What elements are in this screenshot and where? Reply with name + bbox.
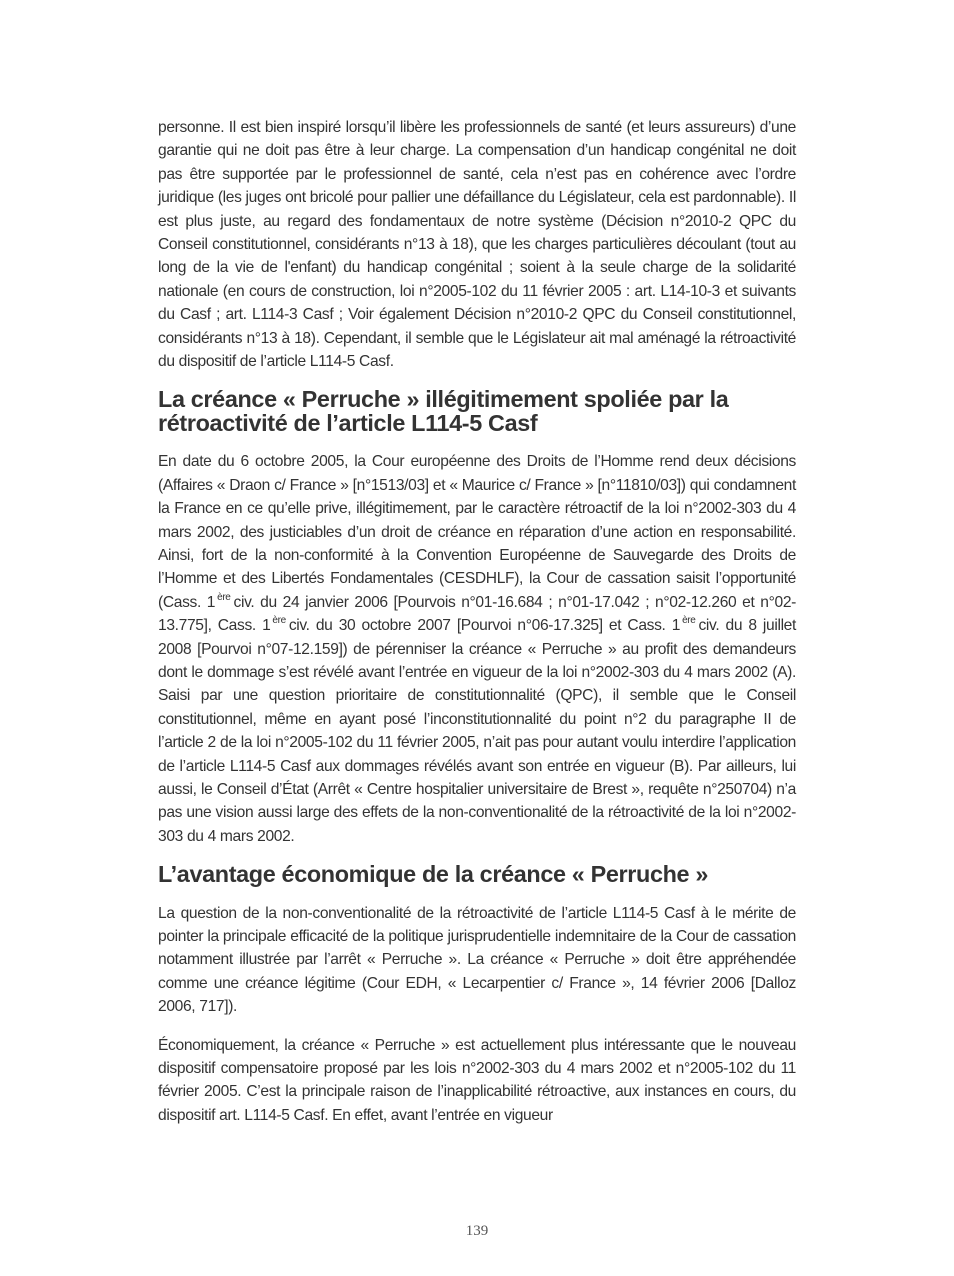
paragraph-text: Économiquement, la créance « Perruche » est actuellement plus intéressante que le nouveau dispositif compensatoire proposé par les lois n°2002-303 du 4 mars 2002 et n°2005-102 du 11 février 2005. C’est la principale raison de l’inapplicabilité rétroactive, aux instances en cours, du dispositif art. L114-5 Casf. En effet, avant l’entrée en vigueur (158, 1036, 796, 1124)
page-number: 139 (465, 1223, 489, 1239)
document-page (158, 116, 796, 1142)
ordinal-superscript: ère (682, 614, 696, 626)
paragraph-text: civ. du 8 juillet 2008 [Pourvoi n°07-12.159]) de pérenniser la créance « Perruche » au profit des demandeurs dont le dommage s’est révélé avant l’entrée en vigueur de la loi n°2002-303 du 4 mars 2002 (A). Saisi par une question prioritaire de constitutionnalité (QPC), il semble que le Conseil constitutionnel, même en ayant posé l’inconstitutionnalité du point n°2 du paragraphe II de l’article 2 de la loi n°2005-102 du 11 février 2005, n’ait pas pour autant voulu interdire l’application de l’article L114-5 Casf aux dommages révélés avant son entrée en vigueur (B). Par ailleurs, lui aussi, le Conseil d’État (Arrêt « Centre hospitalier universitaire de Brest », requête n°250704) n’a pas une vision aussi large des effets de la non-conventionalité de la rétroactivité de la loi n°2002-303 du 4 mars 2002. (158, 617, 796, 845)
paragraph-text: En date du 6 octobre 2005, la Cour européenne des Droits de l’Homme rend deux décisions (Affaires « Draon c/ France » [n°1513/03] et « Maurice c/ France » [n°11810/03]) qui condamnent la France en ce qu’elle prive, illégitimement, par le caractère rétroactif de la loi n°2002-303 du 4 mars 2002, des justiciables d’un droit de créance en réparation d’une action en responsabilité. Ainsi, fort de la non-conformité à la Convention Européenne de Sauvegarde des Droits de l’Homme et des Libertés Fondamentales (CESDHLF), la Cour de cassation saisit l’opportunité (Cass. 1 (158, 453, 796, 611)
paragraph-cedh (158, 450, 796, 848)
ordinal-superscript: ère (272, 614, 286, 626)
paragraph-text: La question de la non-conventionalité de la rétroactivité de l’article L114-5 Casf à le mérite de pointer la principale efficacité de la politique jurisprudentielle indemnitaire de la Cour de cassation notamment illustrée par l’arrêt « Perruche ». La créance « Perruche » doit être appréhendée comme une créance légitime (Cour EDH, « Lecarpentier c/ France », 14 février 2006 [Dalloz 2006, 717]). (158, 904, 796, 1016)
paragraph-non-conventionalite (158, 902, 796, 1019)
section-heading-avantage-economique: L’avantage économique de la créance « Perruche » (158, 861, 709, 888)
paragraph-text: personne. Il est bien inspiré lorsqu’il libère les professionnels de santé (et leurs assureurs) d’une garantie qui ne doit pas être à leur charge. La compensation d’un handicap congénital ne doit pas être supportée par le professionnel de santé, cela n’est pas en cohérence avec l’ordre juridique (les juges ont bricolé pour pallier une défaillance du Législateur, cela est pardonnable). Il est plus juste, au regard des fondamentaux de notre système (Décision n°2010-2 QPC du Conseil constitutionnel, considérants n°13 à 18), que les charges particulières découlant (tout au long de la vie de l'enfant) du handicap congénital ; soient à la seule charge de la solidarité nationale (en cours de construction, loi n°2005-102 du 11 février 2005 : art. L14-10-3 et suivants du Casf ; art. L114-3 Casf ; Voir également Décision n°2010-2 QPC du Conseil constitutionnel, considérants n°13 à 18). Cependant, il semble que le Législateur ait mal aménagé la rétroactivité du dispositif de l’article L114-5 Casf. (158, 119, 796, 371)
section-heading-retroactivite: La créance « Perruche » illégitimement spoliée par la rétroactivité de l’article L114-5 Casf (158, 386, 729, 436)
paragraph-text: civ. du 24 janvier 2006 [Pourvois n°01-16.684 ; n°01-17.042 ; n°02-12.260 et n°02-13.775], Cass. 1 (158, 593, 796, 635)
paragraph-text: civ. du 30 octobre 2007 [Pourvoi n°06-17.325] et Cass. 1 (288, 617, 681, 635)
paragraph-economiquement (158, 1034, 796, 1128)
paragraph-intro (158, 116, 796, 373)
ordinal-superscript: ère (217, 591, 231, 603)
